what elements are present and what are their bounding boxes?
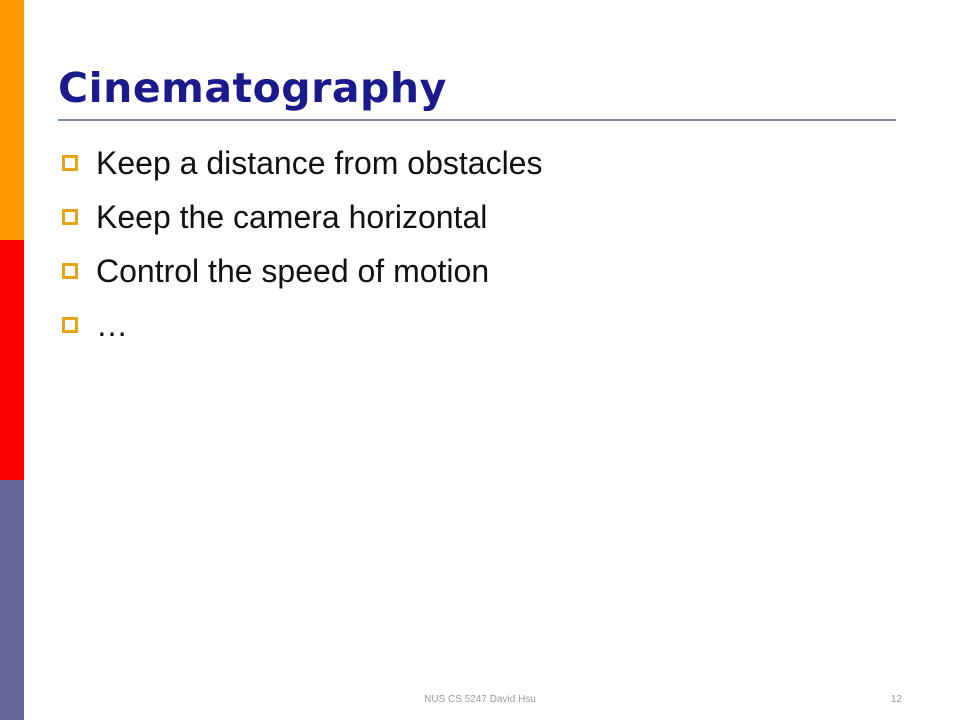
accent-bar-slate <box>0 480 24 720</box>
bullet-item <box>62 298 542 352</box>
bullet-item <box>62 244 542 298</box>
page-number: 12 <box>890 694 902 705</box>
hollow-square-icon <box>62 155 78 171</box>
bullet-text: Keep a distance from obstacles <box>96 145 543 181</box>
bullet-text: Keep the camera horizontal <box>96 199 488 235</box>
footer-text: NUS CS 5247 David Hsu <box>424 694 536 705</box>
hollow-square-icon <box>62 317 78 333</box>
bullet-item <box>62 190 542 244</box>
accent-bar-orange <box>0 0 24 240</box>
slide-title: Cinematography <box>58 64 447 112</box>
title-divider <box>58 119 896 121</box>
bullet-text: … <box>96 307 128 343</box>
bullet-list <box>62 136 542 352</box>
hollow-square-icon <box>62 263 78 279</box>
accent-bar-red <box>0 240 24 480</box>
hollow-square-icon <box>62 209 78 225</box>
bullet-item <box>62 136 542 190</box>
bullet-text: Control the speed of motion <box>96 253 490 289</box>
